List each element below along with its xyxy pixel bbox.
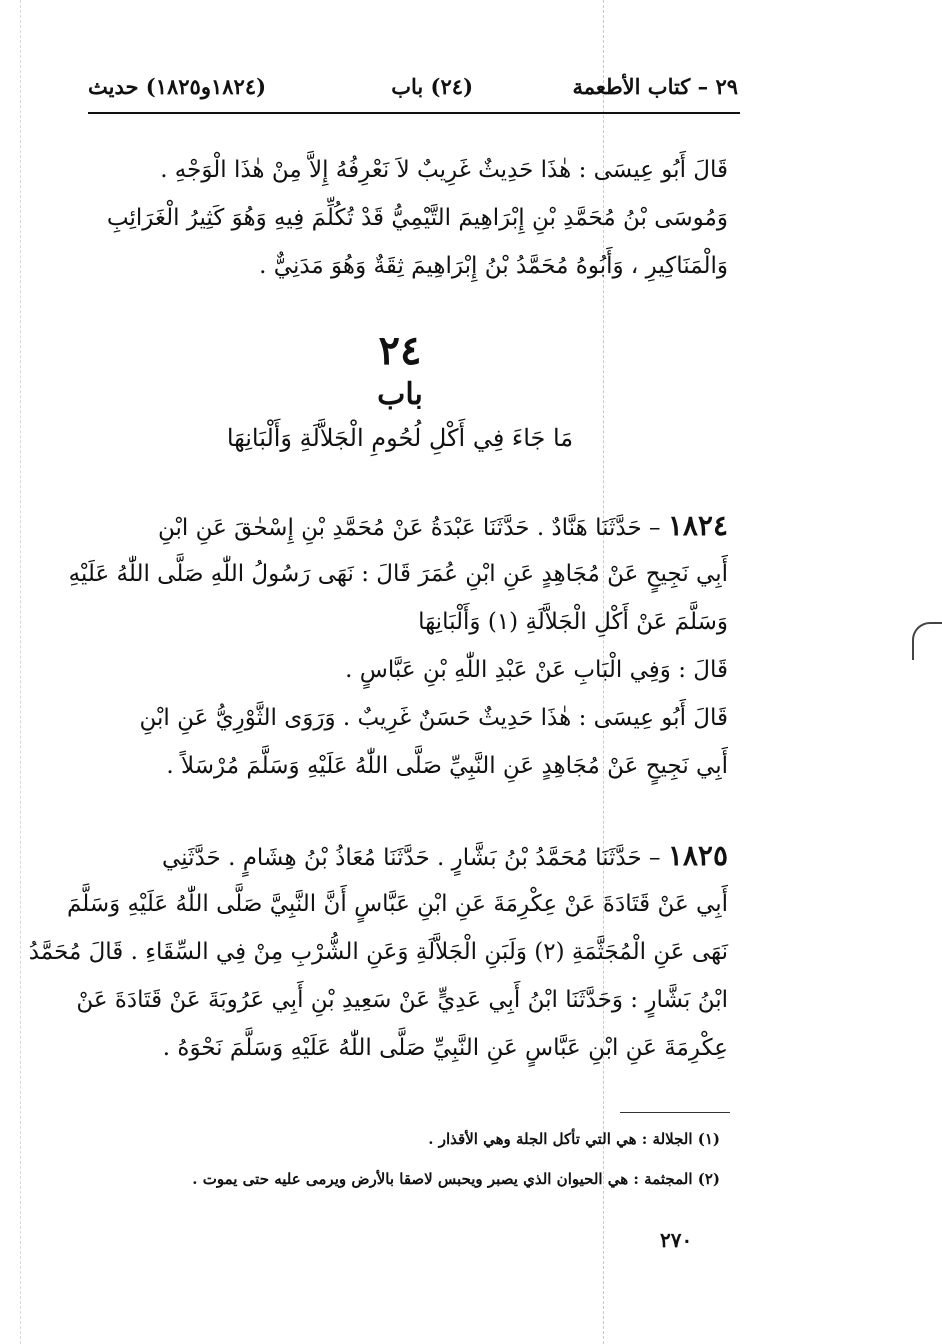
page-number: ٢٧٠ [660, 1228, 693, 1252]
header-book-title: ٢٩ – كتاب الأطعمة [572, 74, 738, 99]
text-line: أَبِي عَنْ قَتَادَةَ عَنْ عِكْرِمَةَ عَنِ ابْنِ عَبَّاسٍ أَنَّ النَّبِيَّ صَلَّى اللّٰهُ عَلَيْهِ وَسَلَّمَ [66, 891, 728, 917]
hadith-1825 [28, 832, 728, 1072]
header-divider [88, 112, 740, 114]
text-line: قَالَ أَبُو عِيسَى : هٰذَا حَدِيثٌ حَسَنٌ غَرِيبٌ . وَرَوَى الثَّوْرِيُّ عَنِ ابْنِ [139, 705, 728, 731]
chapter-number: ٢٤ [378, 327, 422, 374]
text-line [96, 502, 728, 550]
text-line: ابْنُ بَشَّارٍ : وَحَدَّثَنَا ابْنُ أَبِي عَدِيٍّ عَنْ سَعِيدِ بْنِ أَبِي عَرُوبَةَ عَنْ قَتَادَةَ عَنْ [76, 987, 728, 1013]
hadith-1824 [68, 502, 728, 790]
footnote-divider [620, 1112, 730, 1113]
hadith-number: ١٨٢٤ [667, 509, 728, 542]
hadith-number: ١٨٢٥ [667, 839, 728, 872]
footnote-2: (٢) المجثمة : هي الحيوان الذي يصبر ويحبس لاصقا بالأرض ويرمى عليه حتى يموت . [192, 1170, 720, 1188]
margin-bracket-mark [912, 622, 942, 660]
text-line [96, 832, 728, 880]
text-line: قَالَ أَبُو عِيسَى : هٰذَا حَدِيثٌ غَرِيبٌ لاَ نَعْرِفُهُ إِلاَّ مِنْ هٰذَا الْوَجْهِ . [160, 157, 728, 183]
header-hadith-range: (١٨٢٤و١٨٢٥) حديث [88, 74, 267, 99]
text-line: وَسَلَّمَ عَنْ أَكْلِ الْجَلاَّلَةِ (١) وَأَلْبَانِهَا [418, 609, 728, 635]
chapter-title: مَا جَاءَ فِي أَكْلِ لُحُومِ الْجَلاَّلَةِ وَأَلْبَانِهَا [226, 424, 574, 452]
text-line: أَبِي نَجِيحٍ عَنْ مُجَاهِدٍ عَنِ ابْنِ عُمَرَ قَالَ : نَهَى رَسُولُ اللّٰهِ صَلَّى اللّٰهُ عَلَيْهِ [68, 561, 728, 587]
hadith-text: – حَدَّثَنَا هَنَّادٌ . حَدَّثَنَا عَبْدَةُ عَنْ مُحَمَّدِ بْنِ إِسْحٰقَ عَنِ ابْنِ [158, 515, 661, 541]
text-line: نَهَى عَنِ الْمُجَثَّمَةِ (٢) وَلَبَنِ الْجَلاَّلَةِ وَعَنِ الشُّرْبِ مِنْ فِي السِّقَاءِ . قَالَ مُحَمَّدُ [28, 939, 728, 965]
intro-paragraph [96, 146, 728, 290]
page-edge-line [20, 0, 21, 1344]
hadith-text: – حَدَّثَنَا مُحَمَّدُ بْنُ بَشَّارٍ . حَدَّثَنَا مُعَاذُ بْنُ هِشَامٍ . حَدَّثَنِي [161, 845, 661, 871]
text-line: قَالَ : وَفِي الْبَابِ عَنْ عَبْدِ اللّٰهِ بْنِ عَبَّاسٍ . [345, 657, 728, 683]
header-chapter: (٢٤) باب [391, 74, 473, 99]
chapter-heading: باب [377, 377, 423, 412]
text-line: وَمُوسَى بْنُ مُحَمَّدِ بْنِ إِبْرَاهِيمَ التَّيْمِيُّ قَدْ تُكُلِّمَ فِيهِ وَهُوَ كَثِيرُ الْغَرَائِبِ [106, 205, 728, 231]
footnote-1: (١) الجلالة : هي التي تأكل الجلة وهي الأقذار . [428, 1130, 720, 1148]
text-line: وَالْمَنَاكِيرِ ، وَأَبُوهُ مُحَمَّدُ بْنُ إِبْرَاهِيمَ ثِقَةٌ وَهُوَ مَدَنِيٌّ . [259, 253, 728, 279]
text-line: أَبِي نَجِيحٍ عَنْ مُجَاهِدٍ عَنِ النَّبِيِّ صَلَّى اللّٰهُ عَلَيْهِ وَسَلَّمَ مُرْسَلاً . [166, 753, 728, 779]
running-header [88, 74, 738, 108]
text-line: عِكْرِمَةَ عَنِ ابْنِ عَبَّاسٍ عَنِ النَّبِيِّ صَلَّى اللّٰهُ عَلَيْهِ وَسَلَّمَ نَحْوَهُ . [162, 1035, 728, 1061]
